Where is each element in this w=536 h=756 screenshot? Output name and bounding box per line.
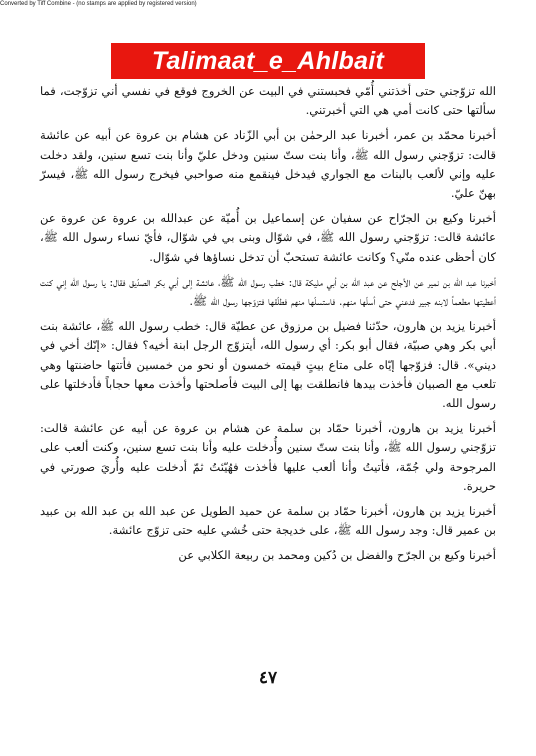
paragraph: أخبرنا وكيع بن الجرّح والفضل بن دُكين ومحمد بن ربيعة الكلابي عن <box>178 548 496 563</box>
paragraph: أخبرنا محمّد بن عمر، أخبرنا عبد الرحمٰن بن أبي الزّناد عن هشام بن عروة عن أبيه عن عائشة قالت: تزوّجني رسول الله ﷺ، وأنا بنت ستّ سنين ودخل عليّ وأنا بنت تسع سنين، ولقد دخلت عليه وإني لألعب بالبنات مع الجواري فيدخل فينقمع منه صواحبي فيخرج رسول الله ﷺ، فيسرّ بهنّ عليّ. <box>40 128 496 201</box>
paragraph: أخبرنا عبد الله بن نمير عن الأجلح عن عبد الله بن أبي مليكة قال: خطب رسول الله ﷺ، عائشة إلى أبي بكر الصدّيق فقال: يا رسول الله إني كنت أعطيتها مطعماً لابنه جبير فدعني حتى أسلّها منهم. فاستسلّها منهم فطلّقها فتزوّجها رسول الله ﷺ. <box>40 274 496 309</box>
paragraph: أخبرنا يزيد بن هارون، أخبرنا حمّاد بن سلمة عن هشام بن عروة عن أبيه عن عائشة قالت: تزوّجني رسول الله ﷺ، وأنا بنت ستّ سنين وأُدخلت عليه وأنا بنت تسع سنين، وكنت ألعب على المرجوحة ولي جُمّة، فأتيتُ وأنا ألعب عليها فأخذت فهُيّئتُ ثمّ أدخلت عليه وأُريَ صورتي في حريرة. <box>40 421 496 493</box>
watermark-banner: Talimaat_e_Ahlbait <box>111 43 425 79</box>
paragraph: أخبرنا وكيع بن الجرّاح عن سفيان عن إسماعيل بن أُميّة عن عبدالله بن عروة عن عروة عن عائشة قالت: تزوّجني رسول الله ﷺ، في شوّال وبنى بي في شوّال، فأيّ نساء رسول الله ﷺ، كان أحظى عنده منّي؟ وكانت عائشة تستحبّ أن تدخل نساؤها في شوّال. <box>40 211 496 264</box>
page-body <box>40 82 496 572</box>
paragraph: أخبرنا يزيد بن هارون، أخبرنا حمّاد بن سلمة عن حميد الطويل عن عبد الله بن عبد الله بن عبيد بن عمير قال: وجد رسول الله ﷺ، على خديجة حتى خُشي عليه حتى تزوّج عائشة. <box>40 504 496 538</box>
page-number: ٤٧ <box>258 668 278 688</box>
paragraph: أخبرنا يزيد بن هارون، حدّثنا فضيل بن مرزوق عن عطيّة قال: خطب رسول الله ﷺ، عائشة بنت أبي بكر وهي صبيّة، فقال أبو بكر: أي رسول الله، أيتزوّج الرجل ابنة أخيه؟ فقال: «إنّك أخي في ديني». قال: فزوّجها إيّاه على متاع بيتٍ قيمته خمسون أو نحو من خمسين فأتتها حاضنتها وهي تلعب مع الصبيان فأخذت بيدها فانطلقت بها إلى البيت فأصلحتها وأخذت معها حجاباً فأدخلتها على رسول الله. <box>40 319 496 411</box>
paragraph: الله تزوّجني حتى أخذتني أُمّي فحبستني في البيت عن الخروج فوقع في نفسي أني تزوّجت، فما سألتها حتى كانت أمي هي التي أخبرتني. <box>40 84 496 118</box>
converter-note: Converted by Tiff Combine - (no stamps are applied by registered version) <box>0 1 197 7</box>
